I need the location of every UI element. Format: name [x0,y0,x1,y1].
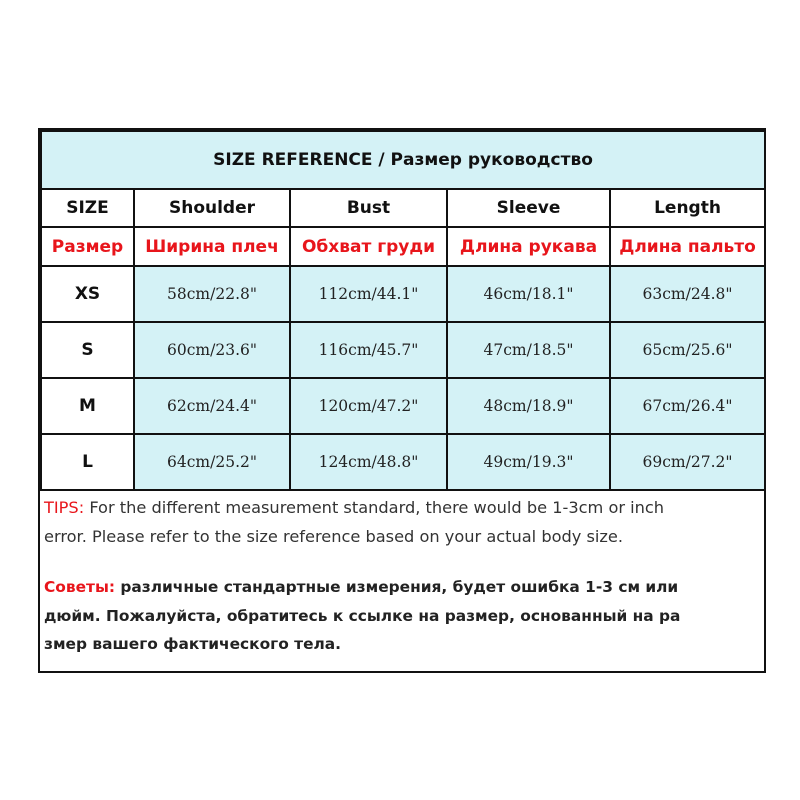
notes-section [40,491,764,671]
header-sleeve-ru: Длина рукава [447,227,610,266]
table-row [41,322,765,378]
header-row-ru [41,227,765,266]
header-bust-ru: Обхват груди [290,227,447,266]
header-shoulder-ru: Ширина плеч [134,227,290,266]
shoulder-cell: 62cm/24.4" [134,378,290,434]
bust-cell: 116cm/45.7" [290,322,447,378]
shoulder-cell: 64cm/25.2" [134,434,290,490]
header-size: SIZE [41,189,134,227]
length-cell: 69cm/27.2" [610,434,765,490]
header-sleeve: Sleeve [447,189,610,227]
ru-tips-line-3: змер вашего фактического тела. [44,635,342,653]
header-length-ru: Длина пальто [610,227,765,266]
header-shoulder: Shoulder [134,189,290,227]
tips-text-1: For the different measurement standard, there would be 1-3cm or inch [89,498,665,517]
bust-cell: 112cm/44.1" [290,266,447,322]
tips-label: TIPS: [44,498,85,517]
bust-cell: 120cm/47.2" [290,378,447,434]
size-cell: S [41,322,134,378]
bust-cell: 124cm/48.8" [290,434,447,490]
tips-line-2: error. Please refer to the size reference based on your actual body size. [44,527,624,546]
size-cell: XS [41,266,134,322]
ru-tips-text-1: различные стандартные измерения, будет ошибка 1-3 см или [120,578,679,596]
ru-tips [44,573,760,659]
table-row [41,378,765,434]
shoulder-cell: 58cm/22.8" [134,266,290,322]
header-row-en [41,189,765,227]
ru-tips-line-2: дюйм. Пожалуйста, обратитесь к ссылке на размер, основанный на ра [44,606,681,625]
header-size-ru: Размер [41,227,134,266]
table-row [41,266,765,322]
sleeve-cell: 47cm/18.5" [447,322,610,378]
tips-line-1 [44,493,760,522]
shoulder-cell: 60cm/23.6" [134,322,290,378]
ru-tips-label: Советы: [44,578,116,596]
length-cell: 67cm/26.4" [610,378,765,434]
size-table [40,130,766,491]
length-cell: 65cm/25.6" [610,322,765,378]
table-title: SIZE REFERENCE / Размер руководство [41,131,765,189]
size-cell: L [41,434,134,490]
length-cell: 63cm/24.8" [610,266,765,322]
header-length: Length [610,189,765,227]
sleeve-cell: 48cm/18.9" [447,378,610,434]
sleeve-cell: 46cm/18.1" [447,266,610,322]
table-row [41,434,765,490]
ru-tips-line-1 [44,573,760,602]
sleeve-cell: 49cm/19.3" [447,434,610,490]
header-bust: Bust [290,189,447,227]
size-cell: M [41,378,134,434]
size-chart [38,128,766,673]
